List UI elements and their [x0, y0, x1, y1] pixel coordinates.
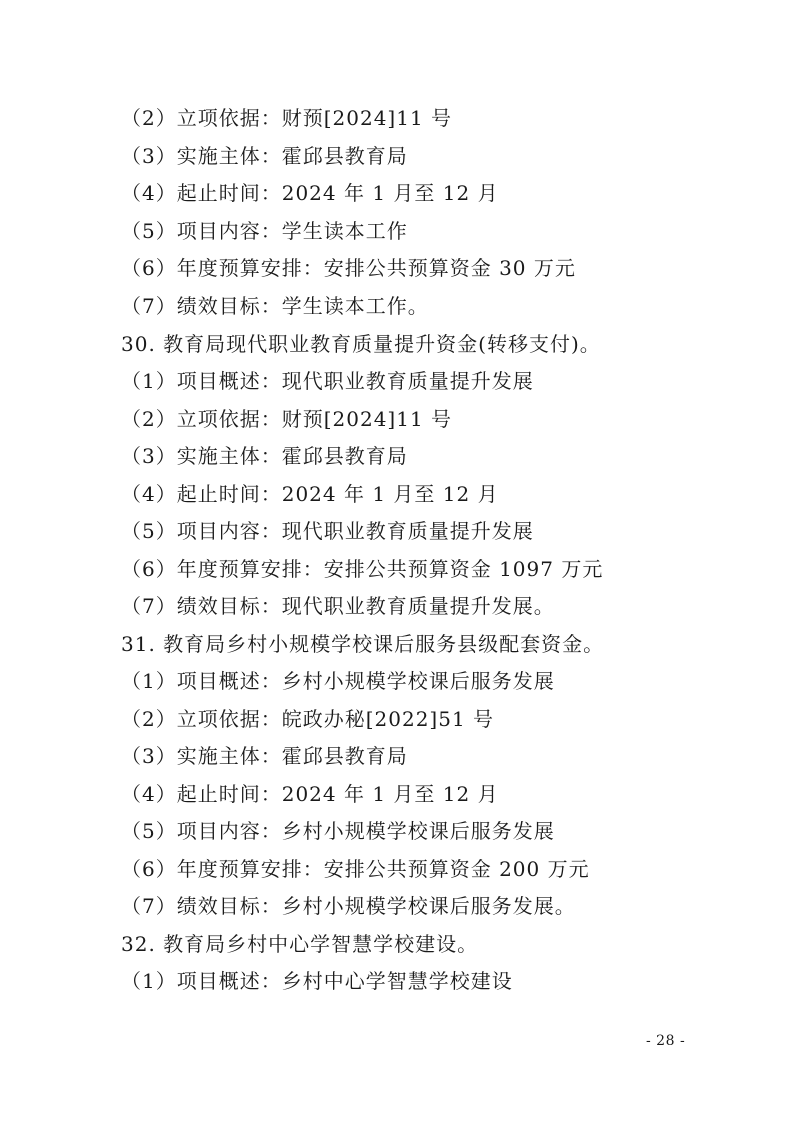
page-number: - 28 -	[646, 1033, 686, 1049]
text-line: （4）起止时间：2024 年 1 月至 12 月	[121, 782, 499, 806]
text-line: （2）立项依据：财预[2024]11 号	[121, 106, 453, 130]
text-line: （5）项目内容：现代职业教育质量提升发展	[121, 519, 534, 543]
section-heading: 32. 教育局乡村中心学智慧学校建设。	[121, 932, 479, 956]
text-line: （5）项目内容：学生读本工作	[121, 219, 408, 243]
text-line: （6）年度预算安排：安排公共预算资金 1097 万元	[121, 557, 604, 581]
text-line: （2）立项依据：财预[2024]11 号	[121, 407, 453, 431]
text-line: （2）立项依据：皖政办秘[2022]51 号	[121, 707, 495, 731]
section-heading: 31. 教育局乡村小规模学校课后服务县级配套资金。	[121, 632, 605, 656]
text-line: （7）绩效目标：学生读本工作。	[121, 294, 429, 318]
section-heading: 30. 教育局现代职业教育质量提升资金(转移支付)。	[121, 332, 601, 356]
text-line: （7）绩效目标：乡村小规模学校课后服务发展。	[121, 894, 576, 918]
text-line: （3）实施主体：霍邱县教育局	[121, 144, 408, 168]
text-line: （1）项目概述：现代职业教育质量提升发展	[121, 369, 534, 393]
text-line: （5）项目内容：乡村小规模学校课后服务发展	[121, 819, 555, 843]
text-line: （6）年度预算安排：安排公共预算资金 200 万元	[121, 857, 590, 881]
text-line: （6）年度预算安排：安排公共预算资金 30 万元	[121, 256, 576, 280]
text-line: （3）实施主体：霍邱县教育局	[121, 744, 408, 768]
text-line: （1）项目概述：乡村小规模学校课后服务发展	[121, 669, 555, 693]
text-line: （4）起止时间：2024 年 1 月至 12 月	[121, 482, 499, 506]
text-line: （3）实施主体：霍邱县教育局	[121, 444, 408, 468]
text-line: （1）项目概述：乡村中心学智慧学校建设	[121, 969, 513, 993]
text-line: （4）起止时间：2024 年 1 月至 12 月	[121, 181, 499, 205]
text-line: （7）绩效目标：现代职业教育质量提升发展。	[121, 594, 555, 618]
